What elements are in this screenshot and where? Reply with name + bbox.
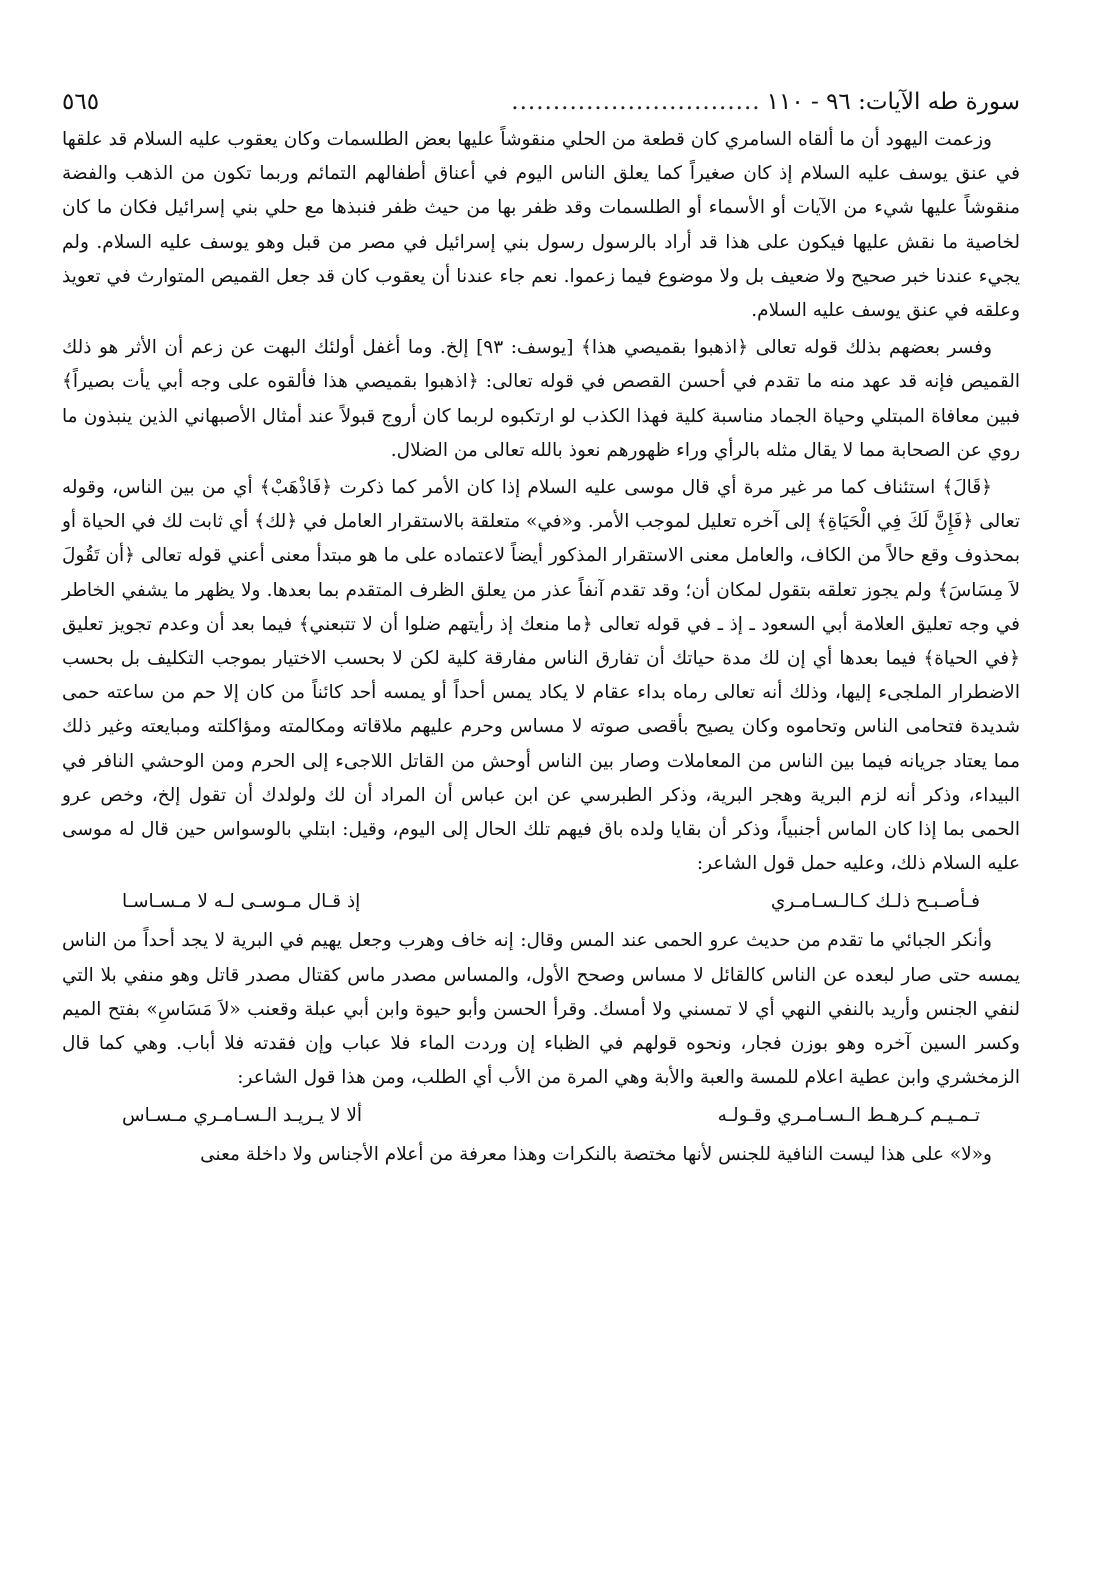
verse-second-hemistich: ألا لا يـريـد الـسـامـري مـسـاس [122,1105,363,1127]
paragraph: و«لا» على هذا ليست النافية للجنس لأنها مختصة بالنكرات وهذا معرفة من أعلام الأجناس ولا داخلة معنى [200,1144,992,1166]
surah-title: سورة طه الآيات: ٩٦ - ١١٠ [766,89,1020,115]
poetry-verse [62,1098,1020,1134]
paragraph: وفسر بعضهم بذلك قوله تعالى ﴿اذهبوا بقميصي هذا﴾ [يوسف: ٩٣] إلخ. وما أغفل أولئك البهت عن زعم أن الأثر هو ذلك القميص فإنه قد عهد منه ما تقدم في أحسن القصص في قوله تعالى: ﴿اذهبوا بقميصي هذا فألقوه على وجه أبي يأت بصيراً﴾ فبين معافاة المبتلي وحياة الجماد مناسبة كلية فهذا الكذب لو ارتكبوه لربما كان أروج قبولاً عند أمثال الأصبهاني الذين ينبذون ما روي عن الصحابة مما لا يقال مثله بالرأي وراء ظهورهم نعوذ بالله تعالى من الضلال. [62,337,1020,461]
verse-first-hemistich: تـمـيـم كـرهـط الـسـامـري وقـولـه [717,1105,980,1127]
paragraph: وأنكر الجبائي ما تقدم من حديث عرو الحمى عند المس وقال: إنه خاف وهرب وجعل يهيم في البرية لا يجد أحداً من الناس يمسه حتى صار لبعده عن الناس كالقائل لا مساس وصحح الأول، والمساس مصدر ماس كقتال مصدر قاتل وهو منفي بلا التي لنفي الجنس وأريد بالنفي النهي أي لا تمسني ولا أمسك. وقرأ الحسن وأبو حيوة وابن أبي عبلة وقعنب «لاَ مَسَاسِ» بفتح الميم وكسر السين آخره وهو بوزن فجار، ونحوه قولهم في الظباء إن وردت الماء فلا عباب وإن فقدته فلا أباب. وهي كما قال الزمخشري وابن عطية اعلام للمسة والعبة والأبة وهي المرة من الأب أي الطلب، ومن هذا قول الشاعر: [62,930,1020,1089]
paragraph: ﴿قَالَ﴾ استئناف كما مر غير مرة أي قال موسى عليه السلام إذا كان الأمر كما ذكرت ﴿فَاذْهَبْ﴾ أي من بين الناس، وقوله تعالى ﴿فَإِنَّ لَكَ فِي الْحَيَاةِ﴾ إلى آخره تعليل لموجب الأمر. و«في» متعلقة بالاستقرار العامل في ﴿لك﴾ أي ثابت لك في الحياة أو بمحذوف وقع حالاً من الكاف، والعامل معنى الاستقرار المذكور أيضاً لاعتماده على ما هو مبتدأ معنى أعني قوله تعالى ﴿أن تَقُولَ لاَ مِسَاسَ﴾ ولم يجوز تعلقه بتقول لمكان أن؛ وقد تقدم آنفاً عذر من يعلق الظرف المتقدم بما بعدها. ولا يظهر ما يشفي الخاطر في وجه تعليق العلامة أبي السعود ـ إذ ـ في قوله تعالى ﴿ما منعك إذ رأيتهم ضلوا أن لا تتبعني﴾ فيما بعد أن وعدم تجويز تعليق ﴿في الحياة﴾ فيما بعدها أي إن لك مدة حياتك أن تفارق الناس مفارقة كلية لكن لا بحسب الاختيار بموجب التكليف بل بحسب الاضطرار الملجىء إليها، وذلك أنه تعالى رماه بداء عقام لا يكاد يمس أحداً أو يمسه أحد كائناً من كان إلا حم من ساعته حمى شديدة فتحامى الناس وتحاموه وكان يصيح بأقصى صوته لا مساس وحرم عليهم ملاقاته ومكالمته ومؤاكلته ومبايعته وغير ذلك مما يعتاد جريانه فيما بين الناس من المعاملات وصار بين الناس أوحش من القاتل اللاجىء إلى الحرم ومن الوحشي النافر في البيداء، وذكر أنه لزم البرية وهجر البرية، وذكر الطبرسي عن ابن عباس أن المراد أن لك ولولدك أن تقول إلخ، وخص عرو الحمى بما إذا كان الماس أجنبياً، وذكر أن بقايا ولده باق فيهم تلك الحال إلى اليوم، وقيل: ابتلي بالوسواس حين قال له موسى عليه السلام ذلك، وعليه حمل قول الشاعر: [62,477,1020,875]
verse-second-hemistich: إذ قـال مـوسـى لـه لا مـسـاسـا [122,891,361,913]
document-page [62,84,1020,1176]
verse-first-hemistich: فـأصـبـح ذلـك كـالـسـامـري [770,891,980,913]
header-dots: .............................. [511,89,761,115]
page-number: ٥٦٥ [62,89,100,115]
page-header [62,84,1020,121]
paragraph: وزعمت اليهود أن ما ألقاه السامري كان قطعة من الحلي منقوشاً عليها بعض الطلسمات وكان يعقوب عليه السلام قد علقها في عنق يوسف عليه السلام إذ كان صغيراً كما يعلق الناس اليوم في أعناق أطفالهم التمائم وربما تكون من الذهب والفضة منقوشاً عليها شيء من الآيات أو الأسماء أو الطلسمات وقد ظفر بها من حيث ظفر فنبذها مع حلي بني إسرائيل فكان ما كان لخاصية ما نقش عليها فيكون على هذا قد أراد بالرسول رسول بني إسرائيل في مصر من قبل وهو يوسف عليه السلام. ولم يجيء عندنا خبر صحيح ولا ضعيف بل ولا موضوع فيما زعموا. نعم جاء عندنا أن يعقوب كان قد جعل القميص المتوارث في تعويذ وعلقه في عنق يوسف عليه السلام. [62,129,1020,322]
poetry-verse [62,884,1020,920]
